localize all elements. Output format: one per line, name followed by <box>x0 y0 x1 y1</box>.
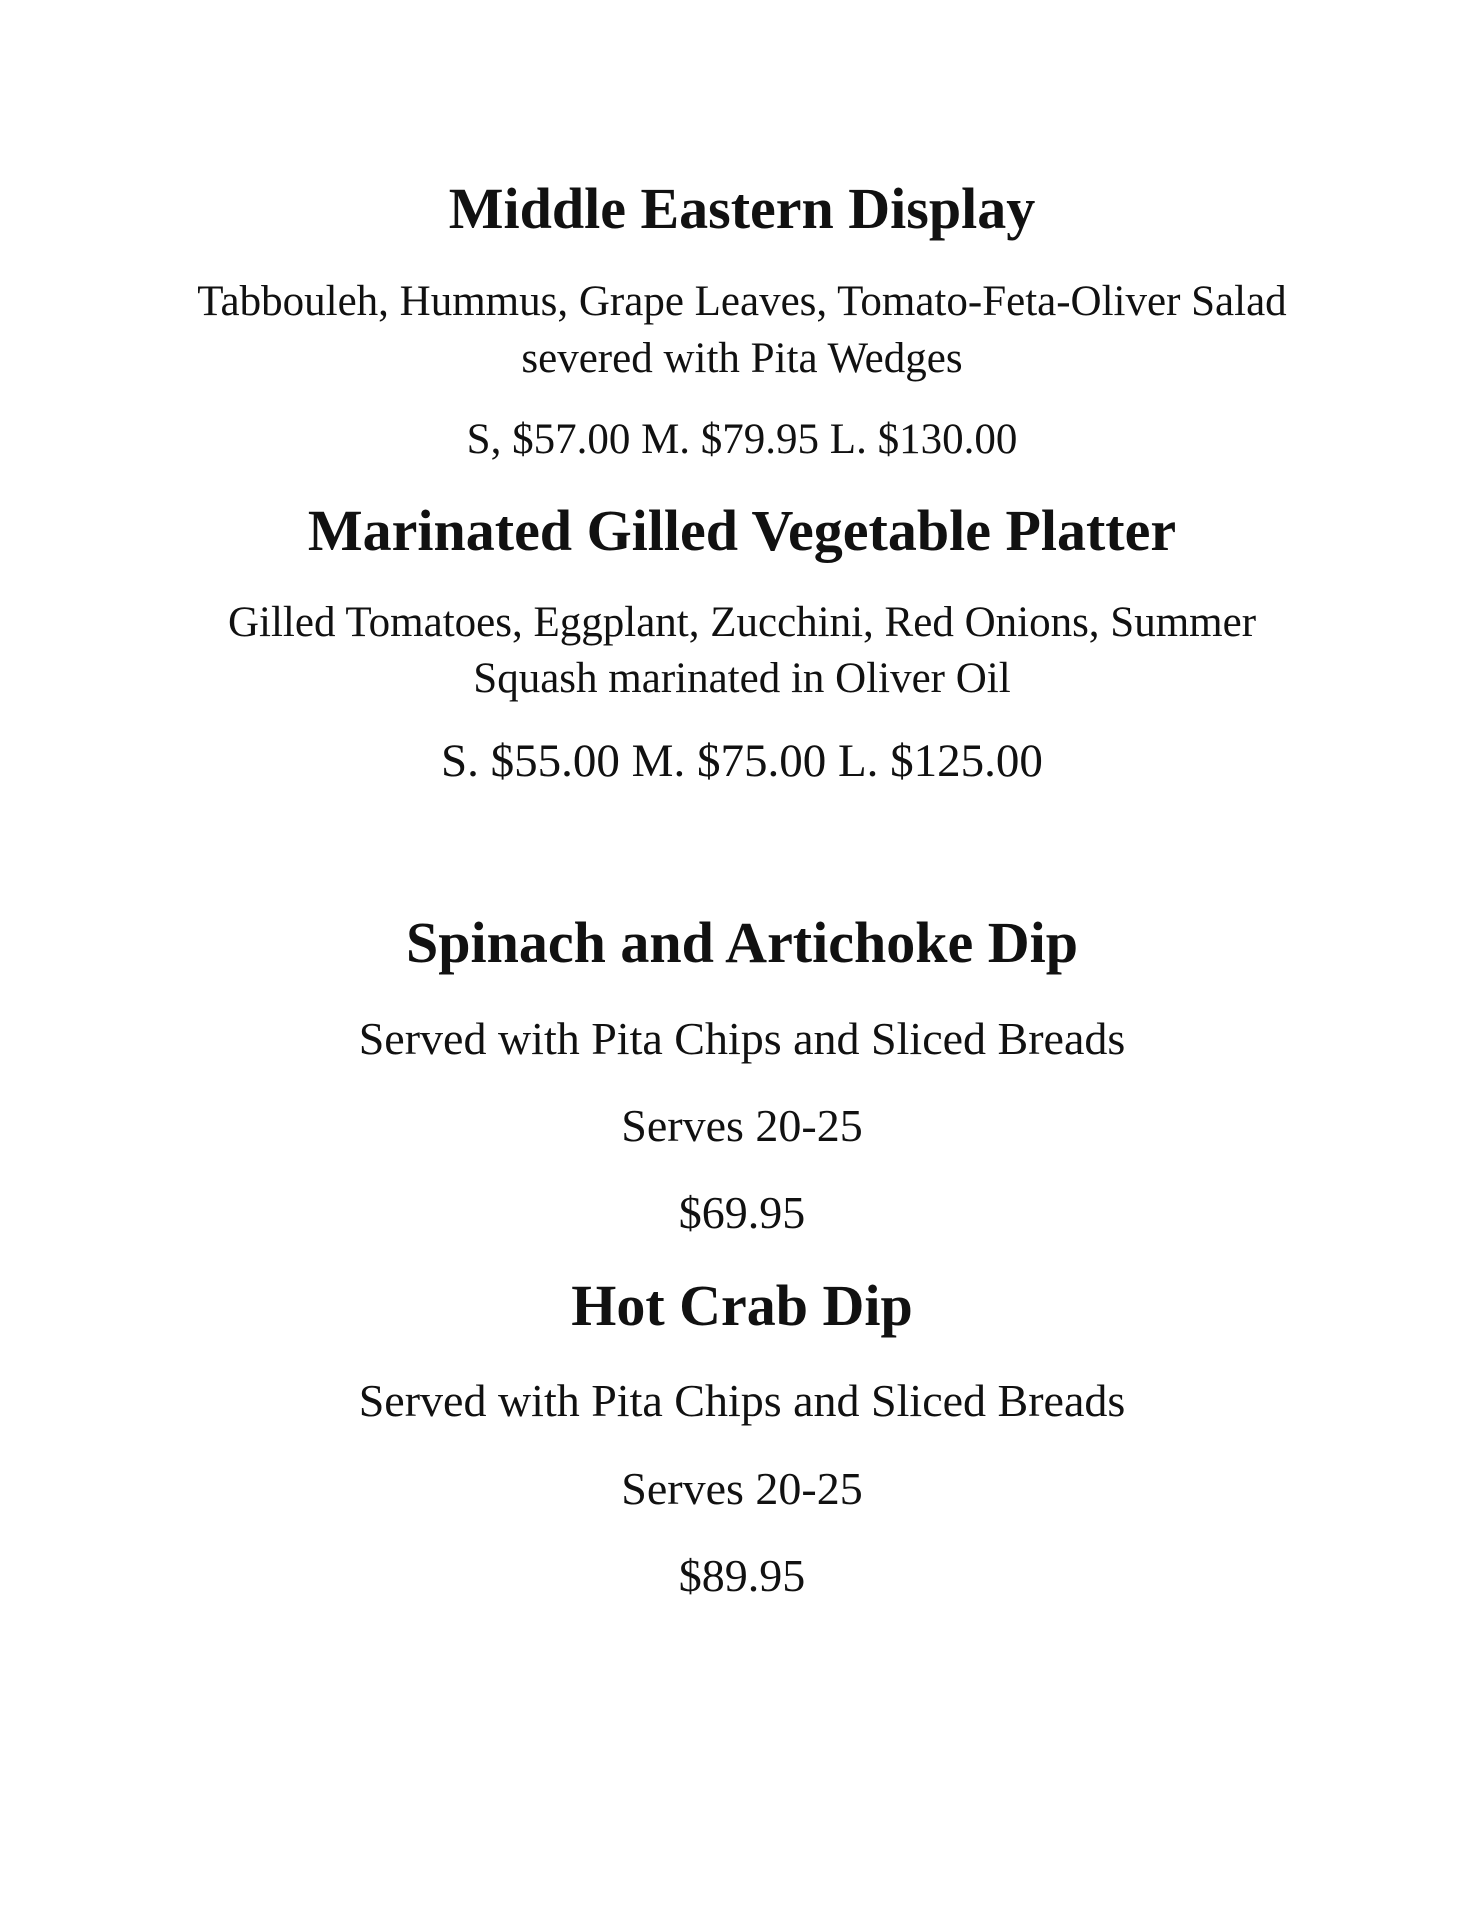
section-title: Middle Eastern Display <box>448 176 1036 241</box>
section-serves: Serves 20-25 <box>621 1100 863 1151</box>
section-price: S, $57.00 M. $79.95 L. $130.00 <box>466 416 1018 463</box>
section-description: Served with Pita Chips and Sliced Breads <box>358 1013 1126 1064</box>
section-title: Spinach and Artichoke Dip <box>405 910 1078 975</box>
section-description-line: Tabbouleh, Hummus, Grape Leaves, Tomato-Feta-Oliver Salad <box>197 278 1287 325</box>
section-price: S. $55.00 M. $75.00 L. $125.00 <box>441 735 1043 787</box>
section-price: $89.95 <box>678 1550 806 1601</box>
section-title: Hot Crab Dip <box>571 1273 913 1338</box>
section-description-line: severed with Pita Wedges <box>521 335 963 382</box>
section-serves: Serves 20-25 <box>621 1463 863 1514</box>
section-description-line: Gilled Tomatoes, Eggplant, Zucchini, Red Onions, Summer <box>227 599 1257 646</box>
section-price: $69.95 <box>678 1187 806 1238</box>
section-title: Marinated Gilled Vegetable Platter <box>307 498 1177 563</box>
section-description-line: Squash marinated in Oliver Oil <box>473 655 1011 702</box>
section-description: Served with Pita Chips and Sliced Breads <box>358 1375 1126 1426</box>
